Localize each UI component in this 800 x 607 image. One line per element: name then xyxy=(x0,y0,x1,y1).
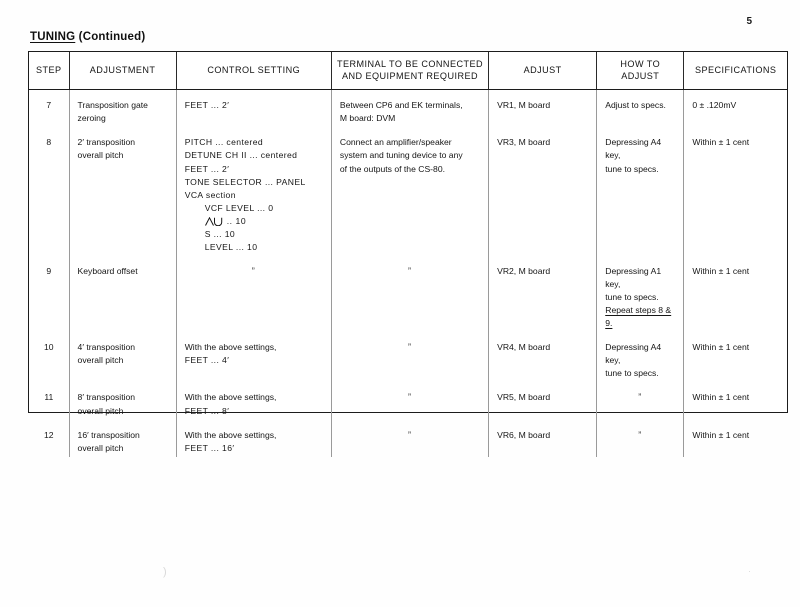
control-line: FEET ... 2′ xyxy=(184,100,230,111)
scan-artifact: ) xyxy=(163,566,167,578)
cell-adjust: VR4, M board xyxy=(489,332,597,382)
cell-how-to-adjust xyxy=(597,90,684,128)
control-line: VCF LEVEL ... 0 xyxy=(204,202,274,213)
cell-terminal xyxy=(331,127,488,256)
adjustment-line: zeroing xyxy=(77,113,106,124)
howto-line: Adjust to specs. xyxy=(605,100,666,111)
cell-terminal xyxy=(331,420,488,457)
column-header-terminal-line1: TERMINAL TO BE CONNECTED xyxy=(336,59,484,69)
adjustment-line: 2′ transposition xyxy=(77,137,136,148)
cell-control-setting xyxy=(176,127,331,256)
control-line-envelope xyxy=(185,215,323,228)
tuning-table xyxy=(29,52,787,457)
cell-adjust: VR3, M board xyxy=(489,127,597,256)
howto-line: Depressing A1 key, xyxy=(605,265,662,289)
cell-control-setting xyxy=(176,256,331,332)
page-title-main: TUNING xyxy=(30,31,76,43)
column-header-terminal xyxy=(331,52,488,90)
table-row xyxy=(29,332,787,382)
terminal-line: system and tuning device to any xyxy=(339,150,463,161)
control-line: TONE SELECTOR ... PANEL xyxy=(184,176,306,187)
control-line: With the above settings, xyxy=(184,429,277,440)
cell-adjustment xyxy=(69,127,176,256)
cell-adjust: VR5, M board xyxy=(489,382,597,419)
cell-specifications: Within ± 1 cent xyxy=(692,342,750,353)
table-header-row xyxy=(29,52,787,90)
column-header-terminal-line2: AND EQUIPMENT REQUIRED xyxy=(341,70,479,81)
control-line: LEVEL ... 10 xyxy=(204,241,258,252)
tuning-table-container xyxy=(28,51,788,453)
control-line: With the above settings, xyxy=(184,342,277,353)
cell-terminal xyxy=(331,256,488,332)
table-row xyxy=(29,420,787,457)
column-header-adjustment: ADJUSTMENT xyxy=(69,52,176,90)
cell-how-to-adjust xyxy=(597,420,684,457)
ditto-mark: ” xyxy=(407,342,412,353)
column-header-specifications: SPECIFICATIONS xyxy=(684,52,787,90)
control-line-value: .. 10 xyxy=(226,215,247,226)
control-line: S ... 10 xyxy=(204,228,236,239)
table-row xyxy=(29,382,787,419)
terminal-line: M board: DVM xyxy=(339,113,396,124)
table-row xyxy=(29,256,787,332)
cell-how-to-adjust xyxy=(597,256,684,332)
cell-adjustment xyxy=(69,256,176,332)
scan-artifact: · xyxy=(748,566,751,576)
cell-control-setting xyxy=(176,90,331,128)
control-line: DETUNE CH II ... centered xyxy=(184,150,298,161)
adjustment-line: overall pitch xyxy=(77,355,124,366)
column-header-adjust: ADJUST xyxy=(489,52,597,90)
cell-control-setting xyxy=(176,420,331,457)
cell-specifications: Within ± 1 cent xyxy=(692,137,750,148)
cell-adjustment xyxy=(69,332,176,382)
cell-how-to-adjust xyxy=(597,332,684,382)
cell-adjust: VR2, M board xyxy=(489,256,597,332)
howto-line: Depressing A4 key, xyxy=(605,137,662,161)
control-line: PITCH ... centered xyxy=(184,137,264,148)
cell-how-to-adjust xyxy=(597,127,684,256)
control-line: FEET ... 16′ xyxy=(184,442,235,453)
cell-step: 11 xyxy=(29,382,69,419)
page-title-suffix: (Continued) xyxy=(75,31,146,43)
page-number: 5 xyxy=(746,16,752,27)
cell-control-setting xyxy=(176,382,331,419)
table-row xyxy=(29,127,787,256)
cell-step: 7 xyxy=(29,90,69,128)
terminal-line: Between CP6 and EK terminals, xyxy=(339,100,463,111)
cell-adjustment xyxy=(69,382,176,419)
control-line: FEET ... 8′ xyxy=(184,405,230,416)
howto-note-repeat-steps: Repeat steps 8 & 9. xyxy=(605,305,672,329)
ditto-mark: ” xyxy=(407,265,412,276)
howto-line: Depressing A4 key, xyxy=(605,342,662,366)
adjustment-line: Keyboard offset xyxy=(77,265,138,276)
cell-control-setting xyxy=(176,332,331,382)
ditto-mark: ” xyxy=(251,265,256,276)
control-line: VCA section xyxy=(184,189,236,200)
column-header-control-setting: CONTROL SETTING xyxy=(176,52,331,90)
ditto-mark: ” xyxy=(638,392,643,403)
adjustment-line: Transposition gate xyxy=(77,100,148,111)
cell-step: 9 xyxy=(29,256,69,332)
cell-adjust: VR6, M board xyxy=(489,420,597,457)
attack-decay-envelope-icon xyxy=(205,217,224,226)
terminal-line: of the outputs of the CS-80. xyxy=(339,163,445,174)
cell-specifications: Within ± 1 cent xyxy=(692,429,750,440)
column-header-how-to-adjust: HOW TO ADJUST xyxy=(597,52,684,90)
control-line: FEET ... 4′ xyxy=(184,355,230,366)
cell-how-to-adjust xyxy=(597,382,684,419)
cell-step: 12 xyxy=(29,420,69,457)
cell-step: 10 xyxy=(29,332,69,382)
cell-adjustment xyxy=(69,90,176,128)
ditto-mark: ” xyxy=(407,392,412,403)
terminal-line: Connect an amplifier/speaker xyxy=(339,137,452,148)
ditto-mark: ” xyxy=(407,429,412,440)
ditto-mark: ” xyxy=(638,429,643,440)
howto-line: tune to specs. xyxy=(605,292,659,303)
adjustment-line: overall pitch xyxy=(77,150,124,161)
cell-step: 8 xyxy=(29,127,69,256)
cell-adjustment xyxy=(69,420,176,457)
table-row xyxy=(29,90,787,128)
cell-terminal xyxy=(331,332,488,382)
adjustment-line: 4′ transposition xyxy=(77,342,136,353)
cell-specifications: Within ± 1 cent xyxy=(692,265,750,276)
howto-line: tune to specs. xyxy=(605,163,659,174)
howto-line: tune to specs. xyxy=(605,368,659,379)
cell-adjust: VR1, M board xyxy=(489,90,597,128)
cell-specifications: 0 ± .120mV xyxy=(692,100,737,111)
control-line: With the above settings, xyxy=(184,392,277,403)
table-header xyxy=(29,52,787,90)
table-body xyxy=(29,90,787,457)
adjustment-line: 16′ transposition xyxy=(77,429,140,440)
cell-terminal xyxy=(331,90,488,128)
cell-specifications: Within ± 1 cent xyxy=(692,392,750,403)
adjustment-line: overall pitch xyxy=(77,405,124,416)
page-title xyxy=(30,31,145,43)
adjustment-line: overall pitch xyxy=(77,442,124,453)
control-line: FEET ... 2′ xyxy=(184,163,230,174)
cell-terminal xyxy=(331,382,488,419)
adjustment-line: 8′ transposition xyxy=(77,392,136,403)
column-header-step: STEP xyxy=(29,52,69,90)
